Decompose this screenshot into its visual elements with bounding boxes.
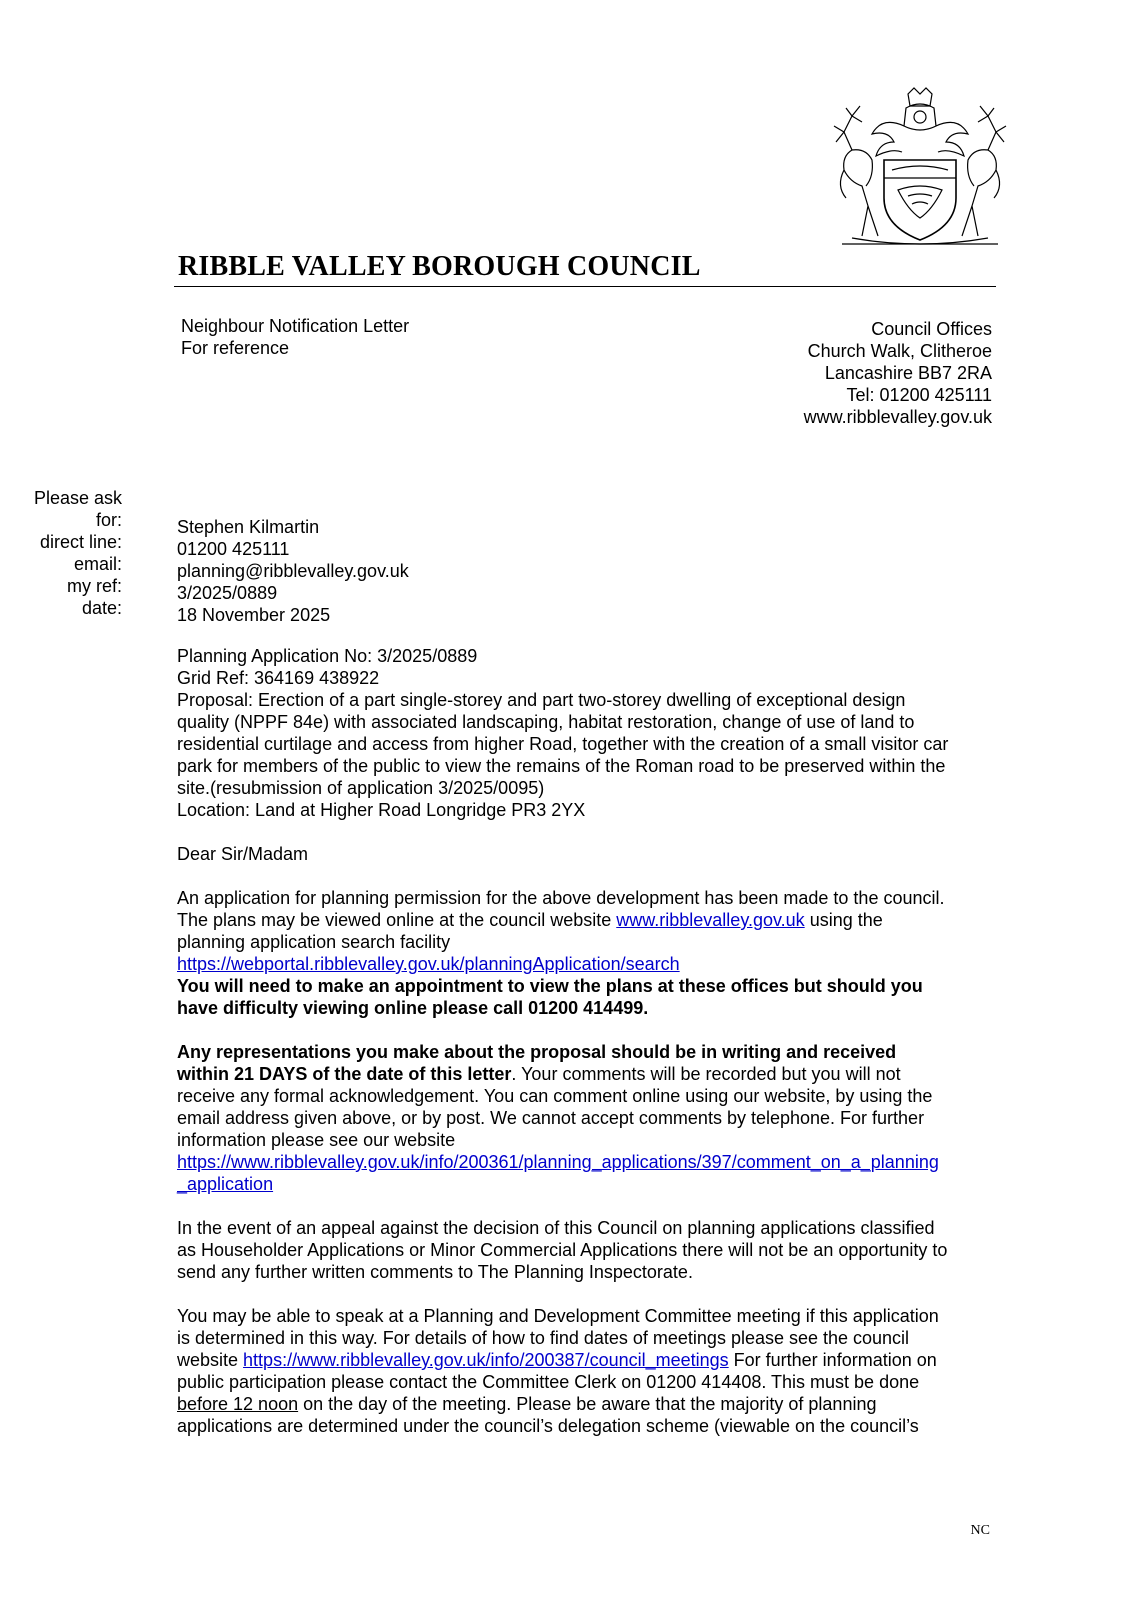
paragraph-line [177, 1173, 1007, 1195]
comment-on-application-link[interactable]: https://www.ribblevalley.gov.uk/info/200361/planning_applications/397/comment_on_a_planning [177, 1152, 939, 1172]
paragraph-line: You may be able to speak at a Planning and Development Committee meeting if this application [177, 1306, 939, 1326]
representations-notice: Any representations you make about the proposal should be in writing and received [177, 1042, 897, 1062]
paragraph-line [177, 953, 1007, 975]
deadline-notice: within 21 DAYS of the date of this letter [177, 1064, 512, 1084]
appointment-notice: have difficulty viewing online please call 01200 414499. [177, 998, 649, 1018]
paragraph-line [177, 1393, 1007, 1415]
contact-direct-line: 01200 425111 [177, 539, 290, 559]
contact-email: planning@ribblevalley.gov.uk [177, 561, 409, 581]
paragraph-committee [177, 1305, 1007, 1437]
site-location: Location: Land at Higher Road Longridge PR3 2YX [177, 800, 586, 820]
letter-body [177, 645, 1007, 1459]
contact-values [177, 516, 409, 626]
paragraph-line: send any further written comments to The Planning Inspectorate. [177, 1262, 693, 1282]
paragraph-line: as Householder Applications or Minor Commercial Applications there will not be an opportunity to [177, 1240, 948, 1260]
text: website [177, 1350, 244, 1370]
paragraph-line: An application for planning permission for the above development has been made to the council. [177, 888, 945, 908]
paragraph-line: applications are determined under the council’s delegation scheme (viewable on the council’s [177, 1416, 919, 1436]
paragraph-line: receive any formal acknowledgement. You can comment online using our website, by using the [177, 1086, 933, 1106]
deadline-time: before 12 noon [177, 1394, 299, 1414]
label-please-ask-for: for: [95, 510, 122, 530]
comment-on-application-link[interactable]: _application [177, 1174, 274, 1194]
address-line: Church Walk, Clitheroe [807, 341, 992, 361]
contact-my-ref: 3/2025/0889 [177, 583, 278, 603]
text: . Your comments will be recorded but you will not [511, 1064, 901, 1084]
planning-search-link[interactable]: https://webportal.ribblevalley.gov.uk/planningApplication/search [177, 954, 680, 974]
label-email: email: [73, 554, 122, 574]
address-line: Lancashire BB7 2RA [824, 363, 992, 383]
paragraph-application-made [177, 887, 1007, 1019]
organisation-name: RIBBLE VALLEY BOROUGH COUNCIL [178, 251, 701, 282]
document-type-line: For reference [181, 338, 290, 358]
document-type [181, 315, 409, 359]
paragraph-appeal [177, 1217, 1007, 1283]
paragraph-line [177, 1349, 1007, 1371]
address-phone: Tel: 01200 425111 [846, 385, 992, 405]
paragraph-line: In the event of an appeal against the decision of this Council on planning applications classified [177, 1218, 935, 1238]
title-divider [174, 286, 996, 287]
grid-ref: Grid Ref: 364169 438922 [177, 668, 380, 688]
paragraph-line [177, 909, 1007, 931]
footer-code: NC [970, 1523, 990, 1538]
text: The plans may be viewed online at the council website [177, 910, 617, 930]
paragraph-line: public participation please contact the Committee Clerk on 01200 414408. This must be done [177, 1372, 920, 1392]
paragraph-line: information please see our website [177, 1130, 456, 1150]
proposal-line: site.(resubmission of application 3/2025/0095) [177, 778, 545, 798]
proposal-line: residential curtilage and access from higher Road, together with the creation of a small visitor car [177, 734, 949, 754]
label-please-ask: Please ask [33, 488, 122, 508]
paragraph-representations [177, 1041, 1007, 1195]
paragraph-line [177, 1151, 1007, 1173]
council-website-link[interactable]: www.ribblevalley.gov.uk [616, 910, 805, 930]
document-type-line: Neighbour Notification Letter [181, 316, 410, 336]
application-number: Planning Application No: 3/2025/0889 [177, 646, 478, 666]
text: using the [804, 910, 883, 930]
proposal-line: Proposal: Erection of a part single-storey and part two-storey dwelling of exceptional design [177, 690, 906, 710]
proposal-line: quality (NPPF 84e) with associated landscaping, habitat restoration, change of use of land to [177, 712, 915, 732]
paragraph-line: planning application search facility [177, 932, 451, 952]
text: on the day of the meeting. Please be aware that the majority of planning [298, 1394, 877, 1414]
paragraph-line: email address given above, or by post. We cannot accept comments by telephone. For further [177, 1108, 925, 1128]
paragraph-line [177, 1063, 1007, 1085]
label-my-ref: my ref: [66, 576, 122, 596]
address-website: www.ribblevalley.gov.uk [803, 407, 992, 427]
appointment-notice: You will need to make an appointment to view the plans at these offices but should you [177, 976, 923, 996]
contact-name: Stephen Kilmartin [177, 517, 320, 537]
label-direct-line: direct line: [39, 532, 122, 552]
contact-labels [34, 487, 122, 619]
coat-of-arms-icon [822, 86, 1018, 252]
council-meetings-link[interactable]: https://www.ribblevalley.gov.uk/info/200387/council_meetings [243, 1350, 729, 1370]
application-details [177, 645, 1007, 821]
proposal-line: park for members of the public to view the remains of the Roman road to be preserved within the [177, 756, 946, 776]
text: For further information on [728, 1350, 937, 1370]
salutation: Dear Sir/Madam [177, 844, 309, 864]
label-date: date: [81, 598, 122, 618]
contact-date: 18 November 2025 [177, 605, 331, 625]
council-address [804, 318, 992, 428]
address-line: Council Offices [871, 319, 992, 339]
paragraph-line: is determined in this way. For details of how to find dates of meetings please see the council [177, 1328, 910, 1348]
